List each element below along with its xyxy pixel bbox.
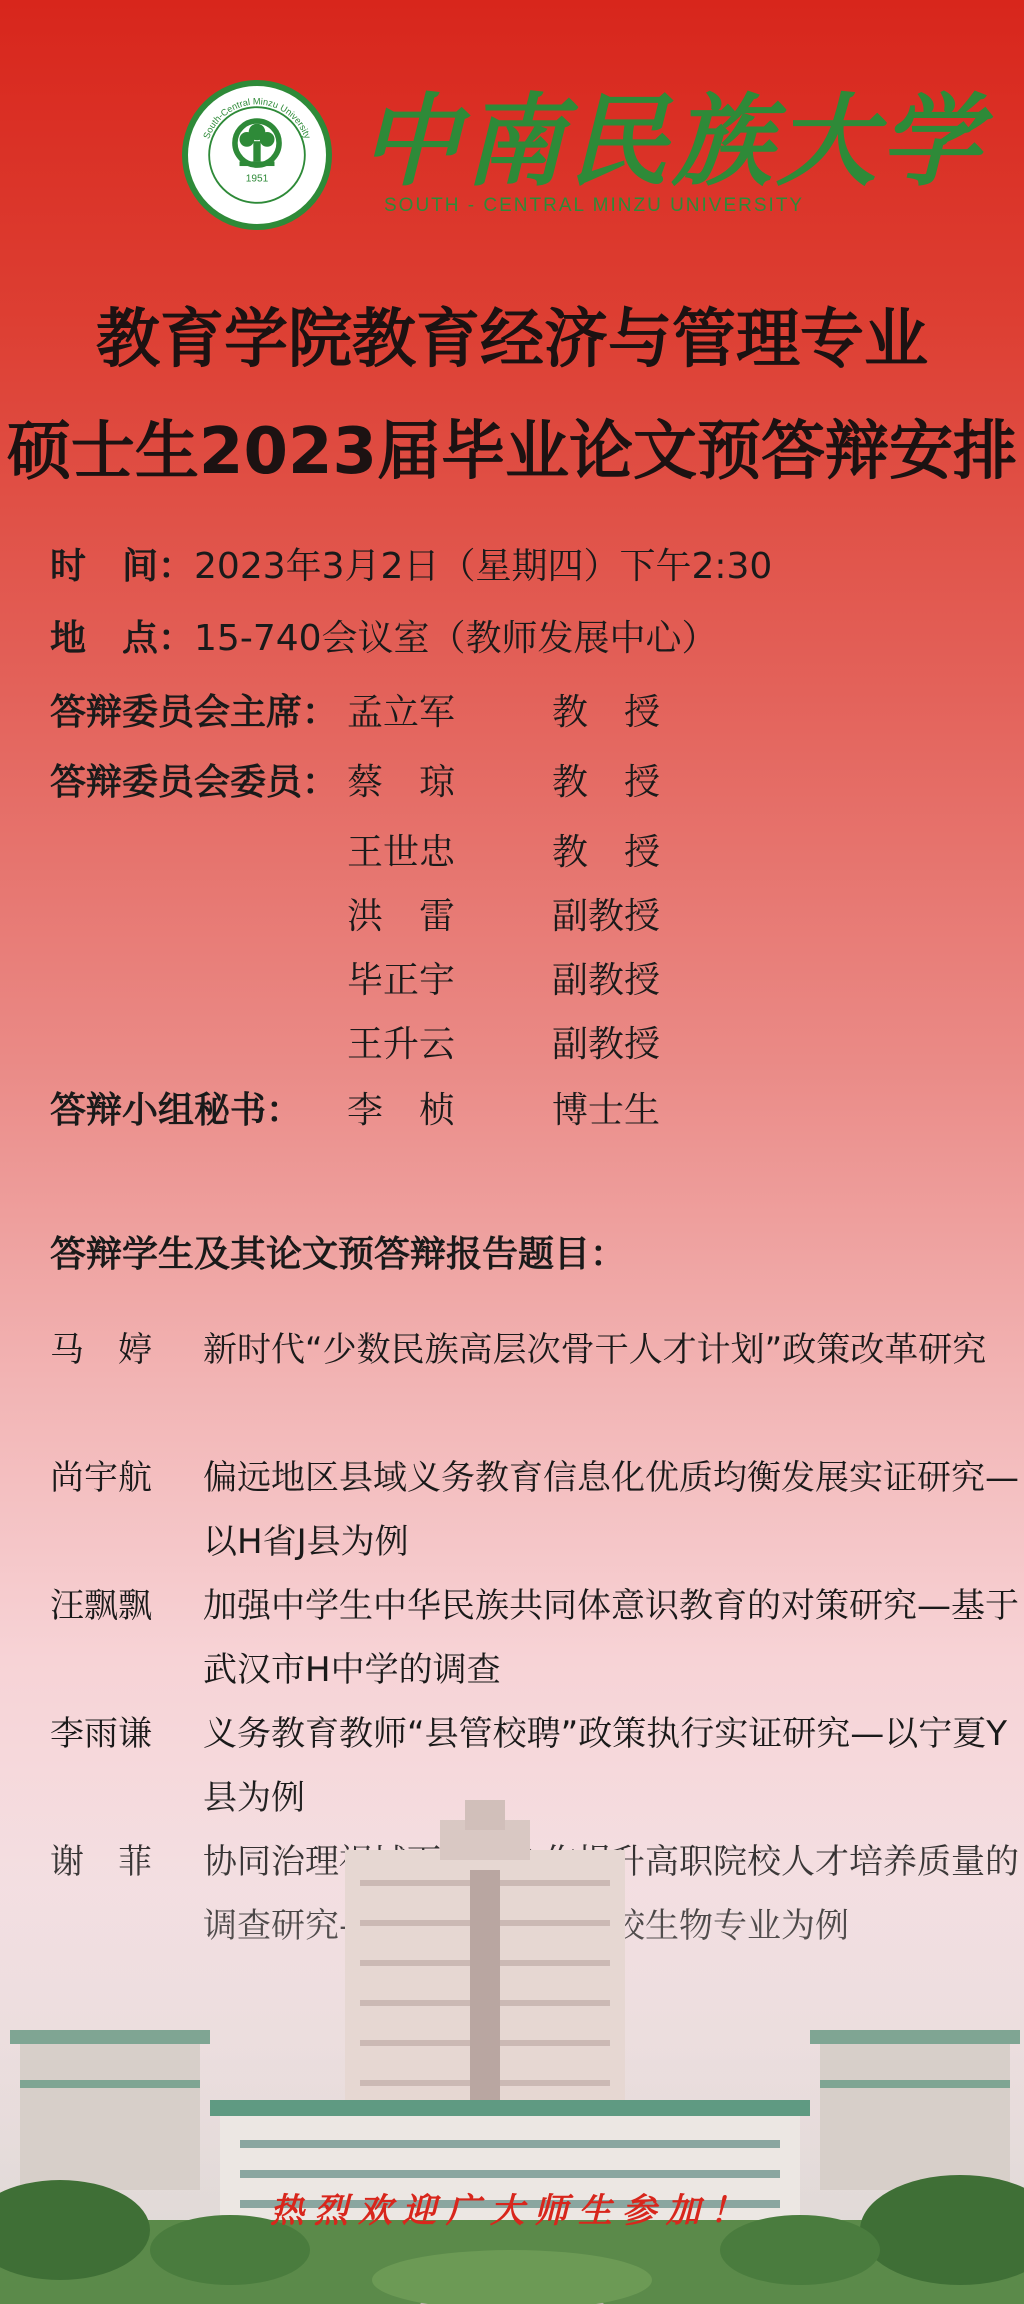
secretary-row (50, 1088, 980, 1134)
university-name-cn: 中南民族大学 (360, 82, 984, 200)
committee-name: 毕正宇 (347, 960, 456, 1001)
student-entry (50, 1574, 1019, 1702)
time-label: 时 间： (50, 546, 195, 587)
committee-name: 王升云 (347, 1024, 456, 1065)
welcome-slogan: 热烈欢迎广大师生参加！ (270, 2191, 754, 2231)
student-name: 马 婷 (50, 1330, 152, 1370)
student-name: 尚宇航 (50, 1458, 152, 1498)
committee-rank: 副教授 (552, 896, 661, 937)
committee-member-row (50, 894, 980, 940)
secretary-name: 李 桢 (347, 1090, 456, 1131)
secretary-label: 答辩小组秘书： (50, 1090, 303, 1131)
committee-name: 王世忠 (347, 832, 456, 873)
university-name-en: SOUTH - CENTRAL MINZU UNIVERSITY (384, 195, 805, 216)
committee-rank: 副教授 (552, 1024, 661, 1065)
committee-rank: 副教授 (552, 960, 661, 1001)
secretary-rank: 博士生 (552, 1090, 661, 1131)
committee-member-row (50, 760, 980, 806)
student-name: 汪飘飘 (50, 1586, 152, 1626)
committee-name: 洪 雷 (347, 896, 456, 937)
thesis-topic: 义务教育教师“县管校聘”政策执行实证研究—以宁夏Y (203, 1714, 1007, 1754)
committee-member-row (50, 1022, 980, 1068)
student-name: 李雨谦 (50, 1714, 152, 1754)
place-label: 地 点： (50, 618, 195, 659)
chair-label: 答辩委员会主席： (50, 692, 339, 733)
committee-rank: 教 授 (552, 762, 661, 803)
time-row (50, 544, 772, 590)
page-title-line-1: 教育学院教育经济与管理专业 (96, 303, 928, 377)
seal-ring-text: South-Central Minzu University (201, 96, 313, 141)
seal-emblem-icon (188, 86, 326, 224)
university-seal (182, 80, 332, 230)
committee-name: 孟立军 (347, 692, 456, 733)
student-entry (50, 1446, 1019, 1574)
thesis-topic: 新时代“少数民族高层次骨干人才计划”政策改革研究 (203, 1330, 987, 1370)
time-value: 2023年3月2日（星期四）下午2:30 (194, 546, 773, 587)
students-heading: 答辩学生及其论文预答辩报告题目： (50, 1234, 627, 1275)
page-title-line-2: 硕士生2023届毕业论文预答辩安排 (6, 415, 1018, 489)
seal-year: 1951 (245, 173, 269, 185)
members-label: 答辩委员会委员： (50, 762, 339, 803)
committee-member-row (50, 958, 980, 1004)
thesis-topic: 加强中学生中华民族共同体意识教育的对策研究—基于武汉市H中学的调查 (203, 1586, 1019, 1690)
committee-name: 蔡 琼 (347, 762, 456, 803)
committee-rank: 教 授 (552, 692, 661, 733)
committee-chair-row (50, 690, 980, 736)
committee-rank: 教 授 (552, 832, 661, 873)
place-row (50, 616, 718, 662)
committee-member-row (50, 830, 980, 876)
place-value: 15-740会议室（教师发展中心） (194, 618, 718, 659)
thesis-topic: 偏远地区县域义务教育信息化优质均衡发展实证研究—以H省J县为例 (203, 1458, 1019, 1562)
student-entry (50, 1318, 987, 1446)
